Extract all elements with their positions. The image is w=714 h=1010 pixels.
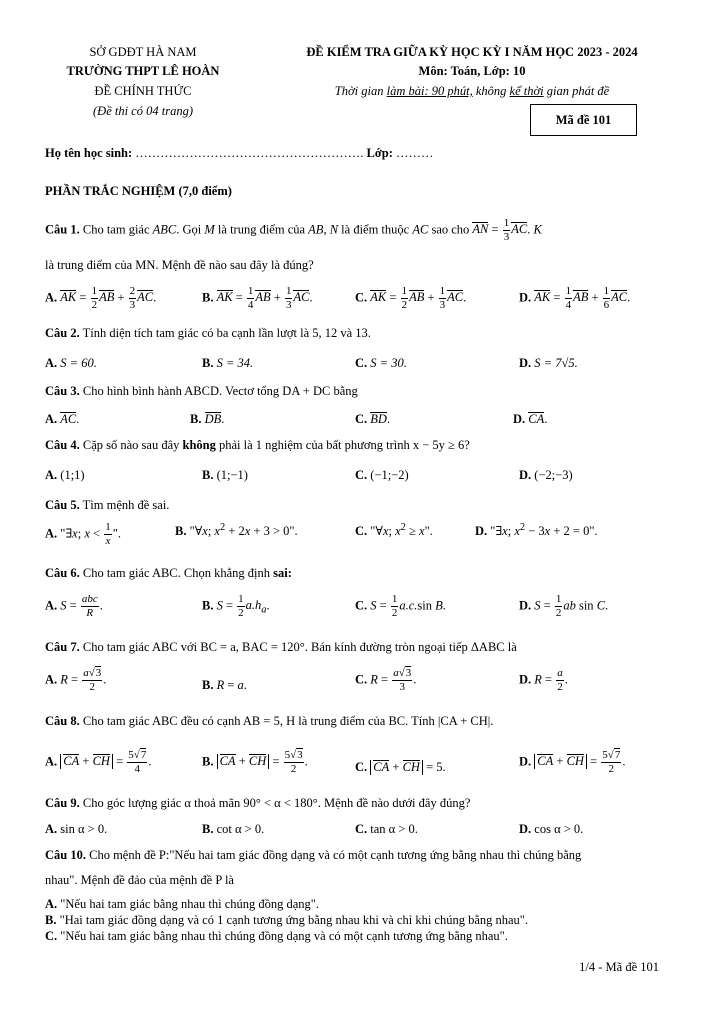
question-8: Câu 8. Cho tam giác ABC đều có cạnh AB = 5, H là trung điểm của BC. Tính |CA + CH|.: [45, 714, 494, 728]
option-c[interactable]: C. S = $\frac{1}{2}$ a.c.sin B.: [355, 593, 446, 619]
option-d[interactable]: D. R = $\frac{a}{2}$ .: [519, 667, 568, 693]
page-footer: 1/4 - Mã đề 101: [579, 960, 659, 974]
option-b[interactable]: B. CA + CH = $\frac{5√3}{2}$ .: [202, 749, 308, 775]
option-c[interactable]: C. CA + CH = 5.: [355, 760, 446, 774]
official-label: ĐỀ CHÍNH THỨC: [94, 84, 192, 98]
student-info-line: Họ tên học sinh: ………………………………………………. Lớp: ………: [45, 146, 434, 160]
subject-line: Môn: Toán, Lớp: 10: [418, 64, 526, 78]
option-d[interactable]: D. S = 7√5.: [519, 356, 578, 370]
option-a[interactable]: A. AC.: [45, 412, 80, 426]
option-b[interactable]: B. (1;−1): [202, 468, 248, 482]
option-a[interactable]: A. S = $\frac{\text{abc}}{R}$ .: [45, 593, 103, 619]
question-3: Câu 3. Cho hình bình hành ABCD. Vectơ tổng DA + DC bằng: [45, 384, 358, 398]
question-6: Câu 6. Cho tam giác ABC. Chọn khẳng định sai:: [45, 566, 292, 580]
option-c[interactable]: C. tan α > 0.: [355, 822, 418, 836]
option-d[interactable]: D. "∃x; $x^2 - 3x + 2 = 0$".: [475, 522, 598, 539]
option-d[interactable]: D. (−2;−3): [519, 468, 573, 482]
time-line: Thời gian làm bài: 90 phút, không kể thời gian phát đề: [334, 84, 610, 98]
question-6-options: [45, 594, 670, 626]
option-a[interactable]: A. CA + CH = $\frac{5√7}{4}$ .: [45, 749, 152, 775]
school-name: TRƯỜNG THPT LÊ HOÀN: [66, 64, 220, 78]
question-7: Câu 7. Cho tam giác ABC với BC = a, BAC = 120°. Bán kính đường tròn ngoại tiếp ΔABC là: [45, 640, 517, 654]
option-c[interactable]: C. "∀x; $x^2 \ge x$".: [355, 522, 433, 539]
question-1: Câu 1. Cho tam giác ABC. Gọi M là trung điểm của AB, N là điểm thuộc AC sao cho AN = $\frac{1}{3}$ AC. K: [45, 217, 542, 243]
option-c[interactable]: C. S = 30.: [355, 356, 407, 370]
option-a[interactable]: A. sin α > 0.: [45, 822, 108, 836]
option-b[interactable]: B. R = a.: [202, 678, 247, 692]
option-d[interactable]: D. AK = $\frac{1}{4}$ AB + $\frac{1}{6}$ AC.: [519, 285, 631, 311]
question-10-option-b[interactable]: B. "Hai tam giác đồng dạng và có 1 cạnh tương ứng bằng nhau khi và chỉ khi chúng bằng nhau".: [45, 913, 529, 927]
exam-code-box: Mã đề 101: [530, 104, 637, 136]
option-d[interactable]: D. CA + CH = $\frac{5√7}{2}$ .: [519, 749, 626, 775]
option-c[interactable]: C. (−1;−2): [355, 468, 409, 482]
option-c[interactable]: C. R = $\frac{a√3}{3}$ .: [355, 667, 417, 693]
question-8-options: [45, 750, 670, 786]
question-7-options: [45, 668, 670, 704]
department-name: SỞ GDĐT HÀ NAM: [89, 45, 197, 59]
question-4: Câu 4. Cặp số nào sau đây không phải là 1 nghiệm của bất phương trình x − 5y ≥ 6?: [45, 438, 470, 452]
question-5-options: [45, 522, 670, 554]
option-c[interactable]: C. AK = $\frac{1}{2}$ AB + $\frac{1}{3}$ AC.: [355, 285, 467, 311]
option-c[interactable]: C. BD.: [355, 412, 391, 426]
option-b[interactable]: B. S = $\frac{1}{2}$ $a.h_a$.: [202, 593, 270, 619]
question-10-line-2: nhau". Mệnh đề đảo của mệnh đề P là: [45, 873, 234, 887]
option-a[interactable]: A. AK = $\frac{1}{2}$ AB + $\frac{2}{3}$ AC.: [45, 285, 157, 311]
question-1-line-2: là trung điểm của MN. Mệnh đề nào sau đây là đúng?: [45, 258, 314, 272]
option-a[interactable]: A. S = 60.: [45, 356, 97, 370]
question-10: Câu 10. Cho mệnh đề P:"Nếu hai tam giác đồng dạng và có một cạnh tương ứng bằng nhau thì chúng bằng: [45, 848, 582, 862]
question-2: Câu 2. Tính diện tích tam giác có ba cạnh lần lượt là 5, 12 và 13.: [45, 326, 371, 340]
option-b[interactable]: B. cot α > 0.: [202, 822, 265, 836]
option-a[interactable]: A. "∃x; x < $\frac{1}{x}$ ".: [45, 521, 121, 547]
option-a[interactable]: A. (1;1): [45, 468, 85, 482]
option-b[interactable]: B. DB.: [190, 412, 225, 426]
option-a[interactable]: A. R = $\frac{a√3}{2}$ .: [45, 667, 107, 693]
option-d[interactable]: D. S = $\frac{1}{2}$ ab sin C.: [519, 593, 609, 619]
section-title: PHẦN TRẮC NGHIỆM (7,0 điểm): [45, 184, 232, 198]
option-d[interactable]: D. cos α > 0.: [519, 822, 584, 836]
option-d[interactable]: D. CA.: [513, 412, 548, 426]
exam-title: ĐỀ KIỂM TRA GIỮA KỲ HỌC KỲ I NĂM HỌC 2023 - 2024: [306, 45, 638, 59]
option-b[interactable]: B. S = 34.: [202, 356, 254, 370]
option-b[interactable]: B. AK = $\frac{1}{4}$ AB + $\frac{1}{3}$ AC.: [202, 285, 313, 311]
question-10-option-a[interactable]: A. "Nếu hai tam giác bằng nhau thì chúng đồng dạng".: [45, 897, 320, 911]
question-1-options: [45, 286, 670, 316]
question-10-option-c[interactable]: C. "Nếu hai tam giác bằng nhau thì chúng đồng dạng và có một cạnh tương ứng bằng nhau".: [45, 929, 508, 943]
page-count: (Đề thi có 04 trang): [93, 104, 193, 118]
option-b[interactable]: B. "∀x; $x^2 + 2x + 3 > 0$".: [175, 522, 298, 539]
question-9: Câu 9. Cho góc lượng giác α thoả mãn 90° < α < 180°. Mệnh đề nào dưới đây đúng?: [45, 796, 471, 810]
question-5: Câu 5. Tìm mệnh đề sai.: [45, 498, 170, 512]
